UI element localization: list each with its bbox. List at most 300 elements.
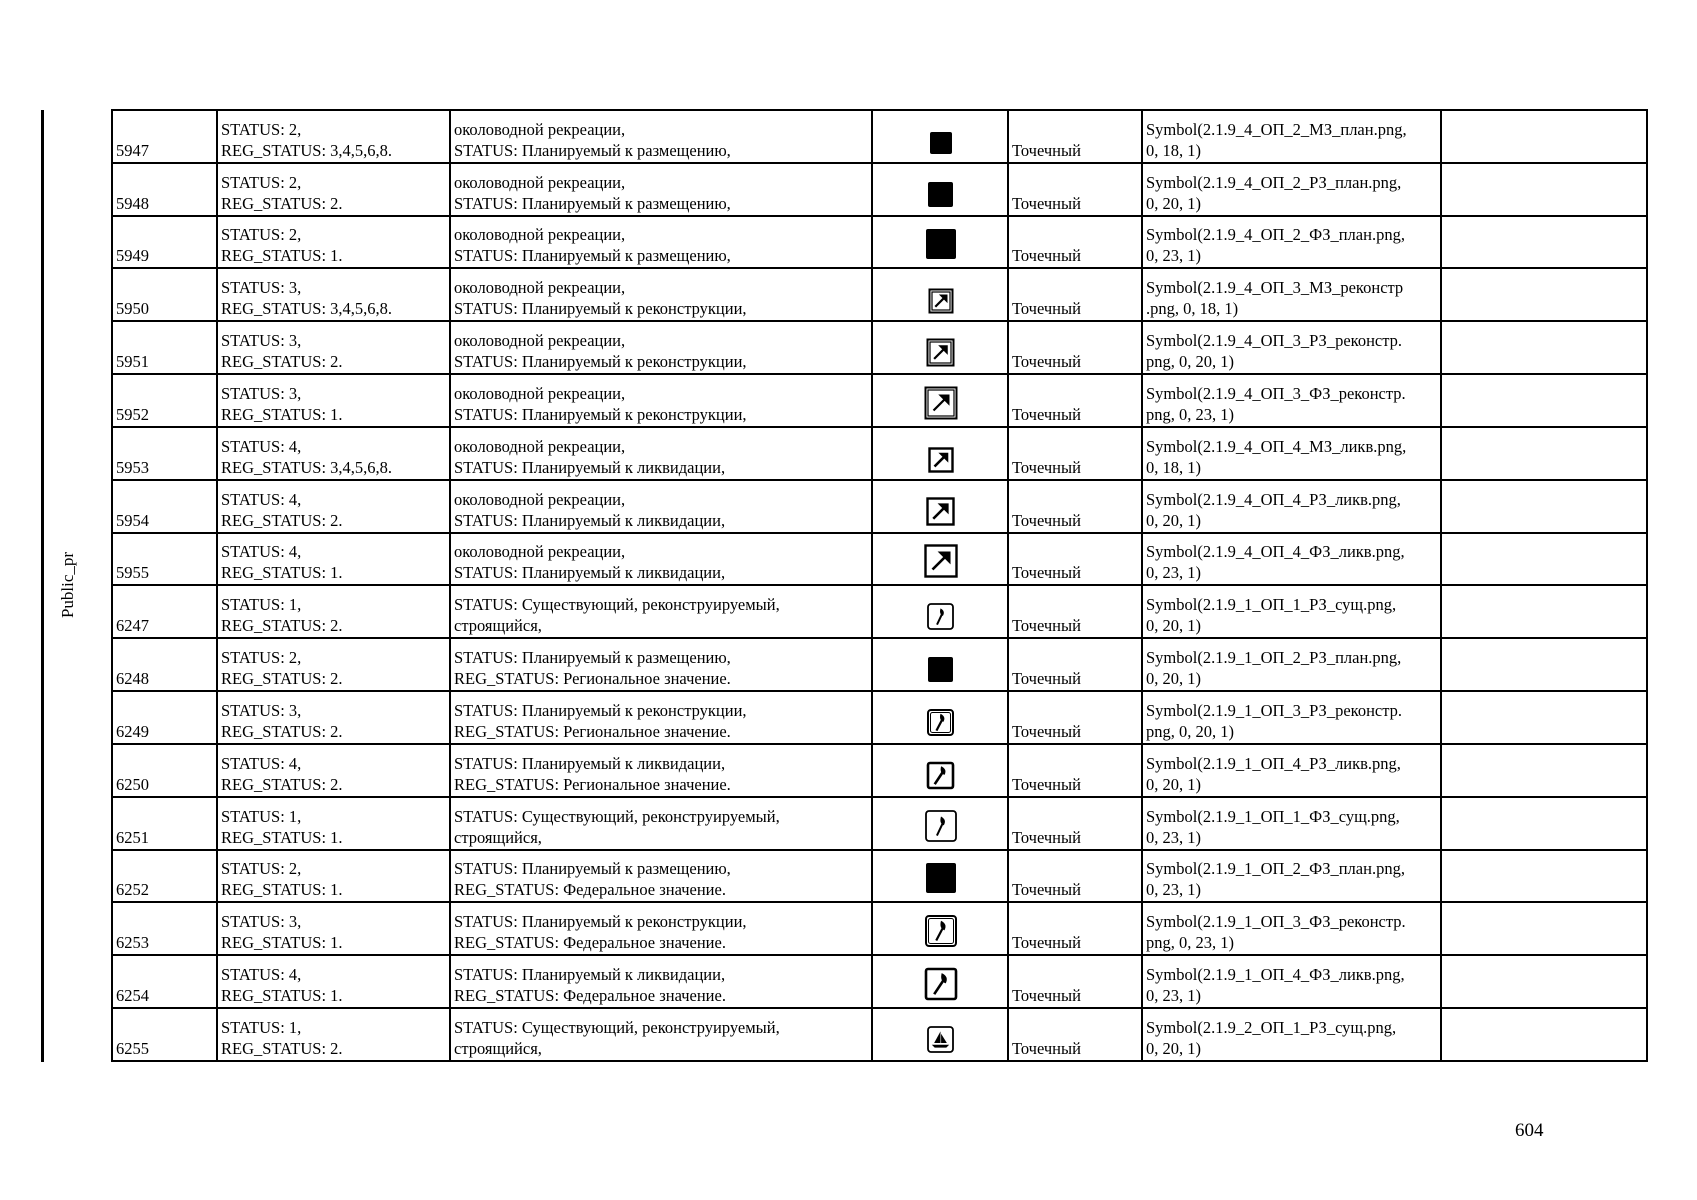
filled-square-large-icon <box>924 227 958 266</box>
description-line: околоводной рекреации, <box>454 542 626 562</box>
liquidate-large-icon <box>924 544 958 583</box>
condition-cell <box>217 110 450 163</box>
description-cell <box>450 638 872 691</box>
symbol-cell <box>872 163 1008 216</box>
condition-line: STATUS: 4, <box>221 965 302 985</box>
symbol-expression-cell <box>1142 691 1441 744</box>
geometry-type-cell <box>1008 955 1142 1008</box>
symbol-cell <box>872 850 1008 903</box>
row-id-cell <box>112 374 217 427</box>
symbol-expression-line: 0, 23, 1) <box>1146 827 1201 847</box>
symbol-expression-line: png, 0, 23, 1) <box>1146 404 1234 424</box>
condition-cell <box>217 533 450 586</box>
condition-cell <box>217 268 450 321</box>
row-id: 5953 <box>116 457 149 477</box>
row-id: 5951 <box>116 352 149 372</box>
row-id: 6255 <box>116 1039 149 1058</box>
condition-cell <box>217 691 450 744</box>
symbol-expression-cell <box>1142 797 1441 850</box>
geometry-type: Точечный <box>1012 827 1081 847</box>
geometry-type-cell <box>1008 110 1142 163</box>
symbol-cell <box>872 374 1008 427</box>
description-line: околоводной рекреации, <box>454 225 626 245</box>
symbol-expression-line: png, 0, 23, 1) <box>1146 933 1234 953</box>
symbol-expression-line: 0, 23, 1) <box>1146 246 1201 266</box>
condition-line: STATUS: 2, <box>221 172 302 192</box>
condition-line: STATUS: 1, <box>221 806 302 826</box>
row-id-cell <box>112 955 217 1008</box>
symbol-cell <box>872 585 1008 638</box>
geometry-type: Точечный <box>1012 1039 1081 1058</box>
description-line: STATUS: Существующий, реконструируемый, <box>454 595 780 615</box>
side-rule <box>41 110 44 1062</box>
row-id-cell <box>112 744 217 797</box>
extra-cell <box>1441 850 1647 903</box>
description-line: околоводной рекреации, <box>454 119 626 139</box>
row-id: 5949 <box>116 246 149 266</box>
row-id: 6253 <box>116 933 149 953</box>
condition-line: STATUS: 2, <box>221 648 302 668</box>
torch-liquidate-large-icon <box>924 967 958 1006</box>
extra-cell <box>1441 268 1647 321</box>
condition-cell <box>217 902 450 955</box>
description-cell <box>450 585 872 638</box>
description-line: строящийся, <box>454 1039 542 1058</box>
symbol-cell <box>872 216 1008 269</box>
extra-cell <box>1441 163 1647 216</box>
geometry-type-cell <box>1008 1008 1142 1061</box>
row-id-cell <box>112 1008 217 1061</box>
geometry-type: Точечный <box>1012 352 1081 372</box>
reconstruct-medium-icon <box>926 338 955 372</box>
symbol-expression-line: .png, 0, 18, 1) <box>1146 299 1239 319</box>
condition-line: STATUS: 2, <box>221 119 302 139</box>
extra-cell <box>1441 797 1647 850</box>
symbol-expression-line: png, 0, 20, 1) <box>1146 352 1234 372</box>
table-row <box>112 427 1647 480</box>
condition-cell <box>217 321 450 374</box>
row-id-cell <box>112 216 217 269</box>
symbol-expression-cell <box>1142 163 1441 216</box>
extra-cell <box>1441 533 1647 586</box>
symbol-expression-line: Symbol(2.1.9_2_ОП_1_РЗ_сущ.png, <box>1146 1018 1397 1037</box>
geometry-type: Точечный <box>1012 246 1081 266</box>
extra-cell <box>1441 744 1647 797</box>
geometry-type: Точечный <box>1012 933 1081 953</box>
extra-cell <box>1441 374 1647 427</box>
condition-line: STATUS: 2, <box>221 225 302 245</box>
table-row <box>112 955 1647 1008</box>
table-row <box>112 902 1647 955</box>
row-id-cell <box>112 110 217 163</box>
symbol-expression-cell <box>1142 216 1441 269</box>
description-cell <box>450 321 872 374</box>
symbol-cell <box>872 691 1008 744</box>
symbol-expression-line: 0, 20, 1) <box>1146 193 1201 213</box>
row-id: 6247 <box>116 616 149 636</box>
condition-line: REG_STATUS: 2. <box>221 721 343 741</box>
condition-line: REG_STATUS: 1. <box>221 880 343 900</box>
condition-line: REG_STATUS: 1. <box>221 986 343 1006</box>
description-line: STATUS: Планируемый к размещению, <box>454 246 731 266</box>
geometry-type: Точечный <box>1012 404 1081 424</box>
row-id-cell <box>112 163 217 216</box>
table-row <box>112 744 1647 797</box>
symbol-table <box>111 109 1648 1062</box>
symbol-expression-line: Symbol(2.1.9_4_ОП_3_РЗ_реконстр. <box>1146 331 1403 351</box>
condition-cell <box>217 480 450 533</box>
description-line: околоводной рекреации, <box>454 489 626 509</box>
symbol-expression-cell <box>1142 374 1441 427</box>
symbol-cell <box>872 321 1008 374</box>
description-line: STATUS: Планируемый к ликвидации, <box>454 965 726 985</box>
symbol-expression-line: Symbol(2.1.9_4_ОП_3_МЗ_реконстр <box>1146 278 1404 298</box>
row-id: 5948 <box>116 193 149 213</box>
description-line: STATUS: Планируемый к размещению, <box>454 193 731 213</box>
description-cell <box>450 427 872 480</box>
symbol-cell <box>872 110 1008 163</box>
symbol-expression-cell <box>1142 110 1441 163</box>
description-line: STATUS: Планируемый к реконструкции, <box>454 299 747 319</box>
description-line: REG_STATUS: Региональное значение. <box>454 721 731 741</box>
symbol-expression-cell <box>1142 850 1441 903</box>
condition-line: REG_STATUS: 1. <box>221 563 343 583</box>
description-cell <box>450 850 872 903</box>
description-line: STATUS: Планируемый к ликвидации, <box>454 563 726 583</box>
condition-line: REG_STATUS: 3,4,5,6,8. <box>221 299 393 319</box>
description-line: REG_STATUS: Федеральное значение. <box>454 986 726 1006</box>
geometry-type: Точечный <box>1012 616 1081 636</box>
symbol-expression-line: Symbol(2.1.9_1_ОП_4_ФЗ_ликв.png, <box>1146 965 1405 985</box>
condition-line: REG_STATUS: 2. <box>221 616 343 636</box>
condition-line: STATUS: 3, <box>221 278 302 298</box>
description-cell <box>450 533 872 586</box>
extra-cell <box>1441 638 1647 691</box>
condition-cell <box>217 797 450 850</box>
torch-existing-medium-icon <box>926 602 955 636</box>
symbol-expression-line: Symbol(2.1.9_1_ОП_1_ФЗ_сущ.png, <box>1146 806 1400 826</box>
condition-cell <box>217 744 450 797</box>
symbol-expression-cell <box>1142 480 1441 533</box>
description-cell <box>450 268 872 321</box>
description-cell <box>450 797 872 850</box>
row-id-cell <box>112 480 217 533</box>
condition-line: STATUS: 3, <box>221 331 302 351</box>
condition-cell <box>217 216 450 269</box>
boat-existing-medium-icon <box>926 1025 955 1059</box>
side-label: Public_pr <box>58 551 77 619</box>
geometry-type-cell <box>1008 374 1142 427</box>
description-cell <box>450 110 872 163</box>
table-row <box>112 110 1647 163</box>
page-number: 604 <box>1515 1120 1544 1141</box>
symbol-expression-line: 0, 18, 1) <box>1146 457 1201 477</box>
filled-square-small-icon <box>928 130 954 161</box>
symbol-expression-line: Symbol(2.1.9_1_ОП_3_ФЗ_реконстр. <box>1146 912 1406 932</box>
description-cell <box>450 902 872 955</box>
symbol-cell <box>872 268 1008 321</box>
row-id: 5952 <box>116 404 149 424</box>
condition-line: STATUS: 3, <box>221 912 302 932</box>
condition-line: STATUS: 1, <box>221 595 302 615</box>
symbol-cell <box>872 902 1008 955</box>
geometry-type: Точечный <box>1012 193 1081 213</box>
condition-line: STATUS: 4, <box>221 489 302 509</box>
row-id-cell <box>112 585 217 638</box>
extra-cell <box>1441 427 1647 480</box>
extra-cell <box>1441 955 1647 1008</box>
description-cell <box>450 216 872 269</box>
table-row <box>112 797 1647 850</box>
symbol-cell <box>872 638 1008 691</box>
row-id: 6250 <box>116 774 149 794</box>
geometry-type: Точечный <box>1012 457 1081 477</box>
symbol-cell <box>872 744 1008 797</box>
description-cell <box>450 480 872 533</box>
geometry-type-cell <box>1008 533 1142 586</box>
condition-line: STATUS: 1, <box>221 1018 302 1037</box>
symbol-expression-line: Symbol(2.1.9_4_ОП_2_ФЗ_план.png, <box>1146 225 1405 245</box>
row-id: 6248 <box>116 669 149 689</box>
extra-cell <box>1441 1008 1647 1061</box>
geometry-type: Точечный <box>1012 299 1081 319</box>
description-cell <box>450 374 872 427</box>
condition-line: REG_STATUS: 3,4,5,6,8. <box>221 457 393 477</box>
symbol-expression-cell <box>1142 321 1441 374</box>
description-line: STATUS: Планируемый к размещению, <box>454 140 731 160</box>
row-id-cell <box>112 268 217 321</box>
filled-square-medium-icon <box>926 655 955 689</box>
description-line: STATUS: Планируемый к реконструкции, <box>454 700 747 720</box>
row-id: 6251 <box>116 827 149 847</box>
condition-cell <box>217 638 450 691</box>
description-line: околоводной рекреации, <box>454 278 626 298</box>
condition-cell <box>217 850 450 903</box>
liquidate-medium-icon <box>926 497 955 531</box>
description-line: околоводной рекреации, <box>454 436 626 456</box>
table-row <box>112 163 1647 216</box>
row-id-cell <box>112 427 217 480</box>
table-row <box>112 321 1647 374</box>
symbol-cell <box>872 955 1008 1008</box>
symbol-expression-cell <box>1142 902 1441 955</box>
condition-cell <box>217 374 450 427</box>
symbol-expression-line: 0, 23, 1) <box>1146 986 1201 1006</box>
condition-line: REG_STATUS: 1. <box>221 404 343 424</box>
description-line: STATUS: Планируемый к ликвидации, <box>454 753 726 773</box>
symbol-cell <box>872 533 1008 586</box>
description-line: REG_STATUS: Федеральное значение. <box>454 880 726 900</box>
geometry-type: Точечный <box>1012 140 1081 160</box>
symbol-expression-line: 0, 20, 1) <box>1146 510 1201 530</box>
description-line: REG_STATUS: Региональное значение. <box>454 669 731 689</box>
description-line: STATUS: Существующий, реконструируемый, <box>454 806 780 826</box>
symbol-expression-line: Symbol(2.1.9_1_ОП_1_РЗ_сущ.png, <box>1146 595 1397 615</box>
row-id: 5950 <box>116 299 149 319</box>
description-line: REG_STATUS: Региональное значение. <box>454 774 731 794</box>
geometry-type: Точечный <box>1012 563 1081 583</box>
symbol-expression-line: 0, 20, 1) <box>1146 774 1201 794</box>
condition-line: REG_STATUS: 2. <box>221 774 343 794</box>
symbol-expression-cell <box>1142 955 1441 1008</box>
symbol-cell <box>872 480 1008 533</box>
row-id-cell <box>112 850 217 903</box>
condition-line: REG_STATUS: 1. <box>221 933 343 953</box>
condition-line: REG_STATUS: 2. <box>221 193 343 213</box>
symbol-expression-cell <box>1142 427 1441 480</box>
condition-line: REG_STATUS: 3,4,5,6,8. <box>221 140 393 160</box>
table-row <box>112 585 1647 638</box>
condition-cell <box>217 163 450 216</box>
extra-cell <box>1441 585 1647 638</box>
table-row <box>112 691 1647 744</box>
description-line: околоводной рекреации, <box>454 331 626 351</box>
geometry-type-cell <box>1008 850 1142 903</box>
symbol-expression-line: Symbol(2.1.9_1_ОП_2_РЗ_план.png, <box>1146 648 1402 668</box>
extra-cell <box>1441 216 1647 269</box>
row-id: 5947 <box>116 140 149 160</box>
row-id-cell <box>112 638 217 691</box>
symbol-cell <box>872 427 1008 480</box>
geometry-type: Точечный <box>1012 721 1081 741</box>
symbol-expression-cell <box>1142 533 1441 586</box>
condition-line: STATUS: 4, <box>221 436 302 456</box>
geometry-type: Точечный <box>1012 986 1081 1006</box>
symbol-expression-line: Symbol(2.1.9_1_ОП_4_РЗ_ликв.png, <box>1146 753 1401 773</box>
description-cell <box>450 744 872 797</box>
description-cell <box>450 691 872 744</box>
torch-reconstruct-large-icon <box>924 914 958 953</box>
table-row <box>112 374 1647 427</box>
description-line: STATUS: Планируемый к размещению, <box>454 648 731 668</box>
description-line: STATUS: Планируемый к реконструкции, <box>454 912 747 932</box>
description-line: околоводной рекреации, <box>454 172 626 192</box>
geometry-type-cell <box>1008 797 1142 850</box>
condition-cell <box>217 1008 450 1061</box>
filled-square-large-icon <box>924 861 958 900</box>
row-id-cell <box>112 797 217 850</box>
table-row <box>112 850 1647 903</box>
extra-cell <box>1441 321 1647 374</box>
torch-existing-large-icon <box>924 809 958 848</box>
condition-cell <box>217 585 450 638</box>
table-row <box>112 268 1647 321</box>
description-line: околоводной рекреации, <box>454 383 626 403</box>
geometry-type-cell <box>1008 216 1142 269</box>
table-row <box>112 638 1647 691</box>
reconstruct-large-icon <box>924 386 958 425</box>
symbol-expression-line: Symbol(2.1.9_4_ОП_3_ФЗ_реконстр. <box>1146 383 1406 403</box>
condition-line: STATUS: 2, <box>221 859 302 879</box>
description-cell <box>450 955 872 1008</box>
description-cell <box>450 1008 872 1061</box>
symbol-expression-line: 0, 20, 1) <box>1146 669 1201 689</box>
condition-line: REG_STATUS: 2. <box>221 1039 343 1058</box>
symbol-expression-line: Symbol(2.1.9_4_ОП_4_ФЗ_ликв.png, <box>1146 542 1405 562</box>
symbol-expression-cell <box>1142 744 1441 797</box>
description-line: STATUS: Планируемый к размещению, <box>454 859 731 879</box>
description-cell <box>450 163 872 216</box>
torch-reconstruct-medium-icon <box>926 708 955 742</box>
geometry-type: Точечный <box>1012 880 1081 900</box>
description-line: REG_STATUS: Федеральное значение. <box>454 933 726 953</box>
description-line: STATUS: Планируемый к реконструкции, <box>454 352 747 372</box>
condition-line: REG_STATUS: 1. <box>221 827 343 847</box>
row-id-cell <box>112 321 217 374</box>
description-line: строящийся, <box>454 827 542 847</box>
geometry-type-cell <box>1008 268 1142 321</box>
symbol-expression-line: Symbol(2.1.9_4_ОП_4_РЗ_ликв.png, <box>1146 489 1401 509</box>
table-row <box>112 1008 1647 1061</box>
condition-line: STATUS: 3, <box>221 383 302 403</box>
description-line: STATUS: Планируемый к ликвидации, <box>454 457 726 477</box>
row-id-cell <box>112 902 217 955</box>
row-id: 5955 <box>116 563 149 583</box>
row-id: 5954 <box>116 510 149 530</box>
symbol-expression-cell <box>1142 638 1441 691</box>
condition-line: REG_STATUS: 2. <box>221 669 343 689</box>
geometry-type-cell <box>1008 744 1142 797</box>
symbol-expression-line: png, 0, 20, 1) <box>1146 721 1234 741</box>
table-row <box>112 480 1647 533</box>
condition-line: STATUS: 3, <box>221 700 302 720</box>
symbol-expression-line: Symbol(2.1.9_4_ОП_4_МЗ_ликв.png, <box>1146 436 1407 456</box>
symbol-expression-cell <box>1142 268 1441 321</box>
row-id: 6254 <box>116 986 149 1006</box>
extra-cell <box>1441 691 1647 744</box>
condition-line: STATUS: 4, <box>221 542 302 562</box>
condition-line: REG_STATUS: 2. <box>221 510 343 530</box>
geometry-type-cell <box>1008 902 1142 955</box>
extra-cell <box>1441 480 1647 533</box>
geometry-type-cell <box>1008 691 1142 744</box>
condition-line: REG_STATUS: 2. <box>221 352 343 372</box>
table-row <box>112 533 1647 586</box>
geometry-type-cell <box>1008 427 1142 480</box>
description-line: STATUS: Планируемый к ликвидации, <box>454 510 726 530</box>
symbol-expression-cell <box>1142 1008 1441 1061</box>
liquidate-small-icon <box>928 447 954 478</box>
symbol-cell <box>872 797 1008 850</box>
symbol-expression-line: Symbol(2.1.9_1_ОП_2_ФЗ_план.png, <box>1146 859 1405 879</box>
condition-line: STATUS: 4, <box>221 753 302 773</box>
symbol-expression-line: Symbol(2.1.9_1_ОП_3_РЗ_реконстр. <box>1146 700 1403 720</box>
symbol-expression-line: 0, 18, 1) <box>1146 140 1201 160</box>
geometry-type-cell <box>1008 163 1142 216</box>
row-id: 6249 <box>116 721 149 741</box>
symbol-expression-line: 0, 23, 1) <box>1146 563 1201 583</box>
symbol-expression-line: Symbol(2.1.9_4_ОП_2_РЗ_план.png, <box>1146 172 1402 192</box>
symbol-expression-cell <box>1142 585 1441 638</box>
condition-cell <box>217 955 450 1008</box>
description-line: STATUS: Планируемый к реконструкции, <box>454 404 747 424</box>
geometry-type-cell <box>1008 321 1142 374</box>
row-id-cell <box>112 533 217 586</box>
condition-line: REG_STATUS: 1. <box>221 246 343 266</box>
geometry-type: Точечный <box>1012 669 1081 689</box>
table-row <box>112 216 1647 269</box>
symbol-cell <box>872 1008 1008 1061</box>
geometry-type: Точечный <box>1012 510 1081 530</box>
geometry-type-cell <box>1008 480 1142 533</box>
description-line: строящийся, <box>454 616 542 636</box>
filled-square-medium-icon <box>926 180 955 214</box>
geometry-type-cell <box>1008 585 1142 638</box>
reconstruct-small-icon <box>928 288 954 319</box>
extra-cell <box>1441 110 1647 163</box>
table-body <box>112 110 1647 1061</box>
torch-liquidate-medium-icon <box>926 761 955 795</box>
